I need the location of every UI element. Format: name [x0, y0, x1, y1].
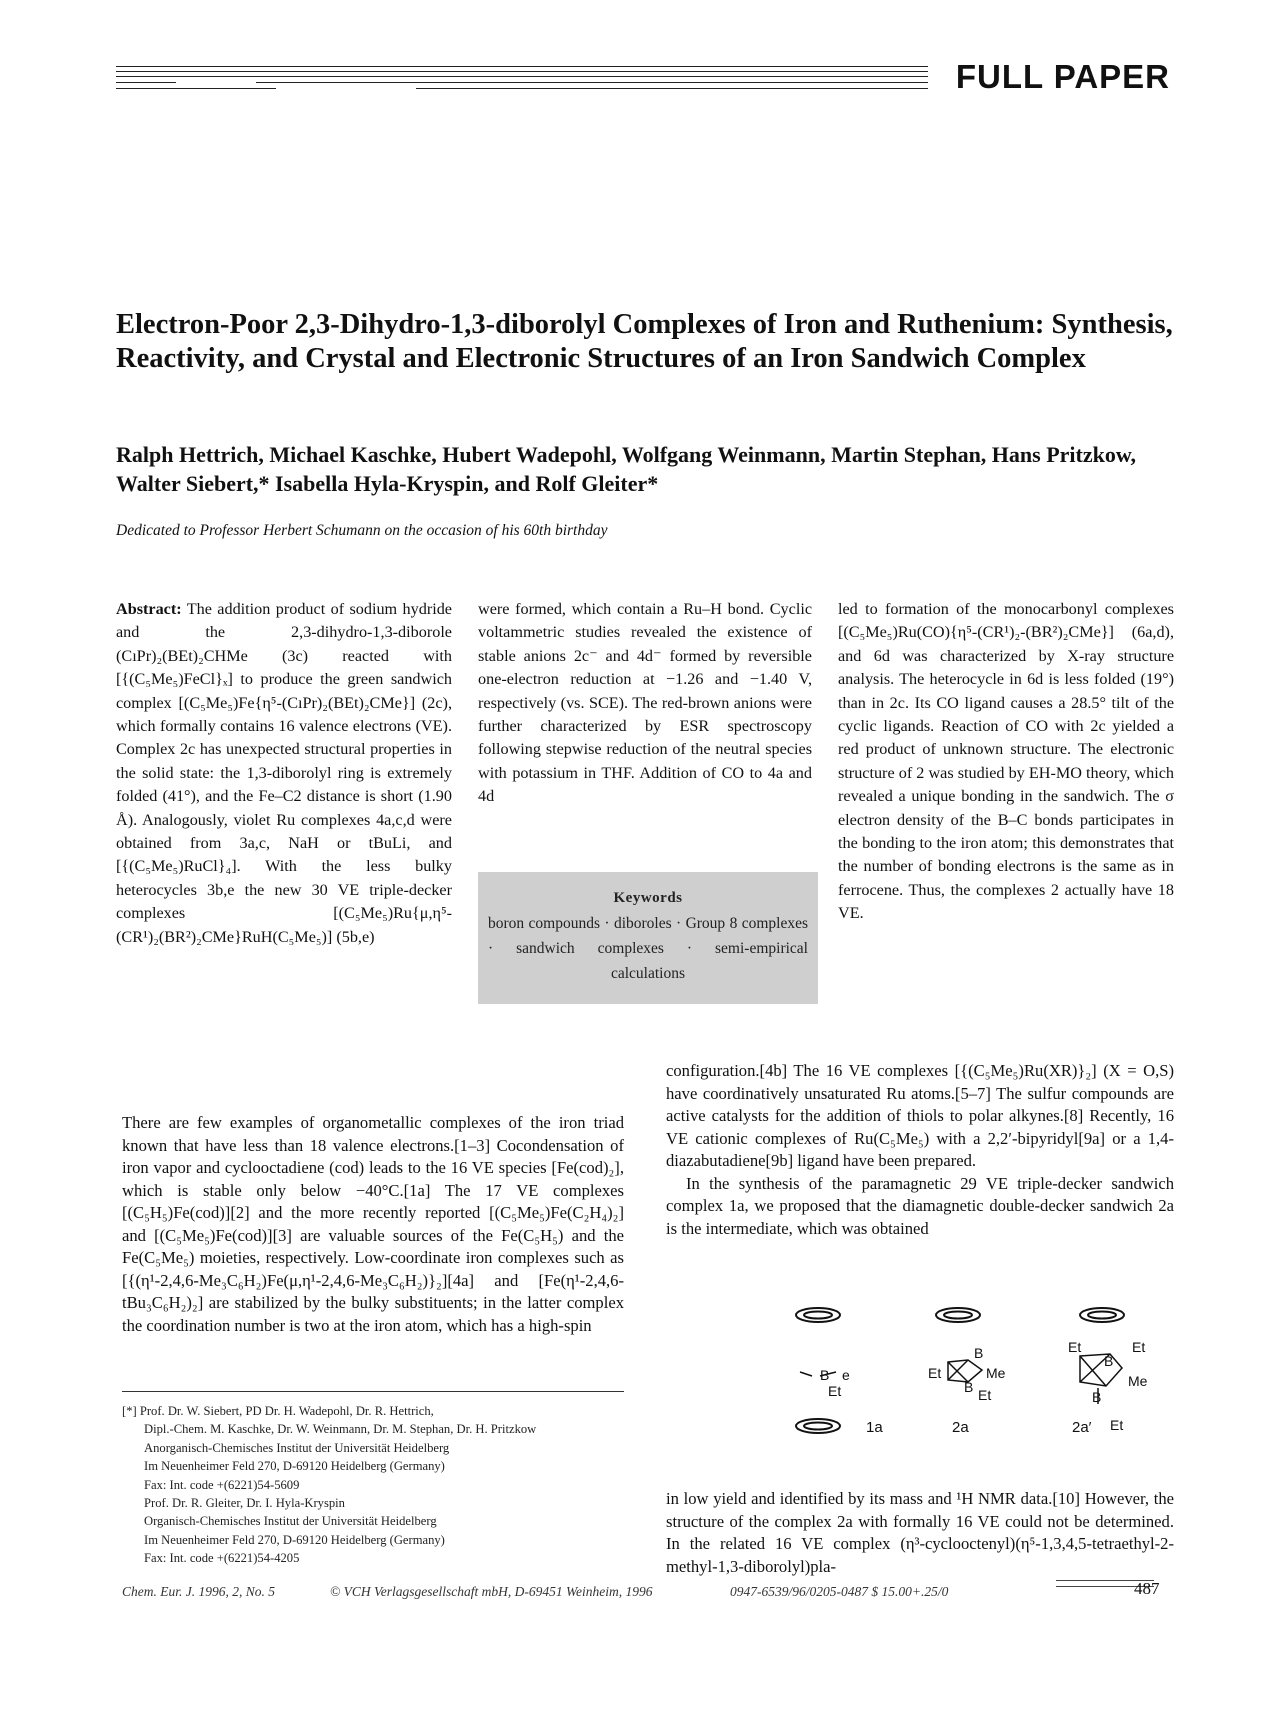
- journal-citation: Chem. Eur. J. 1996, 2, No. 5: [122, 1584, 275, 1599]
- affiliation-footnote: [122, 1402, 632, 1568]
- footnote-line: Organisch-Chemisches Institut der Universität Heidelberg: [144, 1514, 437, 1529]
- body-text-left: There are few examples of organometallic complexes of the iron triad known that have less than 18 valence electrons.[1–3] Cocondensation of iron vapor and cyclooctadiene (cod) leads to the 16 VE species [Fe(cod)₂], which is stable only below −40°C.[1a] The 17 VE complexes [(C₅H₅)Fe(cod)][2] and the more recently reported [(C₅Me₅)Fe(C₂H₄)₂] and [(C₅Me₅)Fe(cod)][3] are valuable sources of the Fe(C₅H₅) and the Fe(C₅Me₅) moieties, respectively. Low-coordinate iron complexes such as [{(η¹-2,4,6-Me₃C₆H₂)Fe(μ,η¹-2,4,6-Me₃C₆H₂)}₂][4a] and [Fe(η¹-2,4,6-tBu₃C₆H₂)₂] are stabilized by the bulky substituents; in the latter complex the coordination number is two at the iron atom, which has a high-spin: [122, 1113, 624, 1335]
- paper-title: Electron-Poor 2,3-Dihydro-1,3-diborolyl Complexes of Iron and Ruthenium: Synthesis, Reactivity, and Crystal and Electronic Structures of an Iron Sandwich Complex: [116, 309, 1173, 374]
- abstract-column-3: led to formation of the monocarbonyl complexes [(C₅Me₅)Ru(CO){η⁵-(CR¹)₂-(BR²)₂CMe}] (6a,d), and 6d was characterized by X-ray structure analysis. The heterocycle in 6d is less folded (19°) than in 2c. Its CO ligand causes a 28.5° tilt of the cyclic ligands. Reaction of CO with 2c yielded a red product of unknown structure. The electronic structure of 2 was studied by EH-MO theory, which revealed a unique bonding in the sandwich. The σ electron density of the B–C bonds participates in the bonding to the iron atom; this demonstrates that the number of bonding electrons is the same as in ferrocene. Thus, the complexes 2 actually have 18 VE.: [838, 600, 1174, 923]
- author-list: Ralph Hettrich, Michael Kaschke, Hubert Wadepohl, Wolfgang Weinmann, Martin Stephan, Hans Pritzkow, Walter Siebert,* Isabella Hyla-Kryspin, and Rolf Gleiter*: [116, 442, 1137, 496]
- svg-text:Et: Et: [1110, 1417, 1124, 1433]
- footnote-line: [*] Prof. Dr. W. Siebert, PD Dr. H. Wadepohl, Dr. R. Hettrich,: [122, 1404, 434, 1418]
- body-text-right-top: [666, 1060, 1174, 1240]
- footnote-rule: [122, 1391, 624, 1392]
- section-label: FULL PAPER: [955, 58, 1170, 95]
- compound-labels: [866, 1419, 1092, 1436]
- header-rules: [116, 66, 928, 92]
- label-2a-prime: 2a′: [1072, 1419, 1092, 1436]
- page-number: 487: [1134, 1579, 1160, 1598]
- svg-text:Et: Et: [978, 1387, 992, 1403]
- footnote-line: Prof. Dr. R. Gleiter, Dr. I. Hyla-Kryspin: [144, 1496, 345, 1511]
- svg-text:Et: Et: [1068, 1339, 1082, 1355]
- keywords-list: boron compounds · diboroles · Group 8 complexes · sandwich complexes · semi-empirical calculations: [488, 915, 808, 982]
- body-paragraph-2: In the synthesis of the paramagnetic 29 VE triple-decker sandwich complex 1a, we proposed that the diamagnetic double-decker sandwich 2a is the intermediate, which was obtained: [666, 1173, 1174, 1238]
- article-code: 0947-6539/96/0205-0487 $ 15.00+.25/0: [730, 1584, 949, 1599]
- structure-scheme: [780, 1296, 1180, 1456]
- svg-text:Me: Me: [1128, 1373, 1148, 1389]
- footnote-line: Fax: Int. code +(6221)54-5609: [144, 1477, 300, 1492]
- footnote-line: Im Neuenheimer Feld 270, D-69120 Heidelberg (Germany): [144, 1459, 445, 1474]
- label-1a: 1a: [866, 1419, 883, 1436]
- svg-text:B: B: [974, 1345, 984, 1361]
- keywords-box: [478, 872, 818, 1004]
- abstract-label: Abstract:: [116, 600, 182, 618]
- footnote-line: Im Neuenheimer Feld 270, D-69120 Heidelberg (Germany): [144, 1532, 445, 1547]
- footnote-line: Fax: Int. code +(6221)54-4205: [144, 1551, 300, 1566]
- footnote-line: Dipl.-Chem. M. Kaschke, Dr. W. Weinmann, Dr. M. Stephan, Dr. H. Pritzkow: [144, 1422, 537, 1437]
- abstract-column-1: [116, 598, 452, 949]
- svg-text:e: e: [842, 1367, 850, 1383]
- abstract-text-1: The addition product of sodium hydride and the 2,3-dihydro-1,3-diborole (CıPr)₂(BEt)₂CHMe (3c) reacted with [{(C₅Me₅)FeCl}ₓ] to produce the green sandwich complex [(C₅Me₅)Fe{η⁵-(CıPr)₂(BEt)₂CMe}] (2c), which formally contains 16 valence electrons (VE). Complex 2c has unexpected structural properties in the solid state: the 1,3-diborolyl ring is extremely folded (41°), and the Fe–C2 distance is short (1.90 Å). Analogously, violet Ru complexes 4a,c,d were obtained from 3a,c, NaH or tBuLi, and [{(C₅Me₅)RuCl}₄]. With the less bulky heterocycles 3b,e the new 30 VE triple-decker complexes [(C₅Me₅)Ru{μ,η⁵-(CR¹)₂(BR²)₂CMe}RuH(C₅Me₅)] (5b,e): [116, 600, 452, 946]
- body-paragraph-1: configuration.[4b] The 16 VE complexes [{(C₅Me₅)Ru(XR)}₂] (X = O,S) have coordinatively unsaturated Ru atoms.[5–7] The sulfur compounds are active catalysts for the addition of thiols to polar alkynes.[8] Recently, 16 VE cationic complexes of Ru(C₅Me₅) with a 2,2′-bipyridyl[9a] or a 1,4-diazabutadiene[9b] ligand have been prepared.: [666, 1061, 1174, 1170]
- keywords-heading: Keywords: [613, 890, 683, 906]
- body-text-right-bottom: in low yield and identified by its mass and ¹H NMR data.[10] However, the structure of the complex 2a with formally 16 VE could not be determined. In the related 16 VE complex (η³-cyclooctenyl)(η⁵-1,3,4,5-tetraethyl-2-methyl-1,3-diborolyl)pla-: [666, 1489, 1174, 1576]
- svg-text:B: B: [1104, 1353, 1114, 1369]
- dedication: Dedicated to Professor Herbert Schumann on the occasion of his 60th birthday: [116, 522, 608, 539]
- footnote-line: Anorganisch-Chemisches Institut der Universität Heidelberg: [144, 1440, 450, 1455]
- svg-text:Me: Me: [986, 1365, 1006, 1381]
- svg-text:B: B: [1092, 1389, 1102, 1405]
- svg-text:Et: Et: [928, 1365, 942, 1381]
- abstract-column-2: were formed, which contain a Ru–H bond. Cyclic voltammetric studies revealed the existence of stable anions 2c⁻ and 4d⁻ formed by reversible one-electron reduction at −1.26 and −1.40 V, respectively (vs. SCE). The red-brown anions were further characterized by ESR spectroscopy following stepwise reduction of the neutral species with potassium in THF. Addition of CO to 4a and 4d: [478, 600, 812, 806]
- copyright-notice: © VCH Verlagsgesellschaft mbH, D-69451 Weinheim, 1996: [330, 1584, 653, 1599]
- svg-text:B: B: [820, 1367, 830, 1383]
- svg-text:B: B: [964, 1379, 974, 1395]
- label-2a: 2a: [952, 1419, 969, 1436]
- svg-text:Et: Et: [1132, 1339, 1146, 1355]
- svg-text:Et: Et: [828, 1383, 842, 1399]
